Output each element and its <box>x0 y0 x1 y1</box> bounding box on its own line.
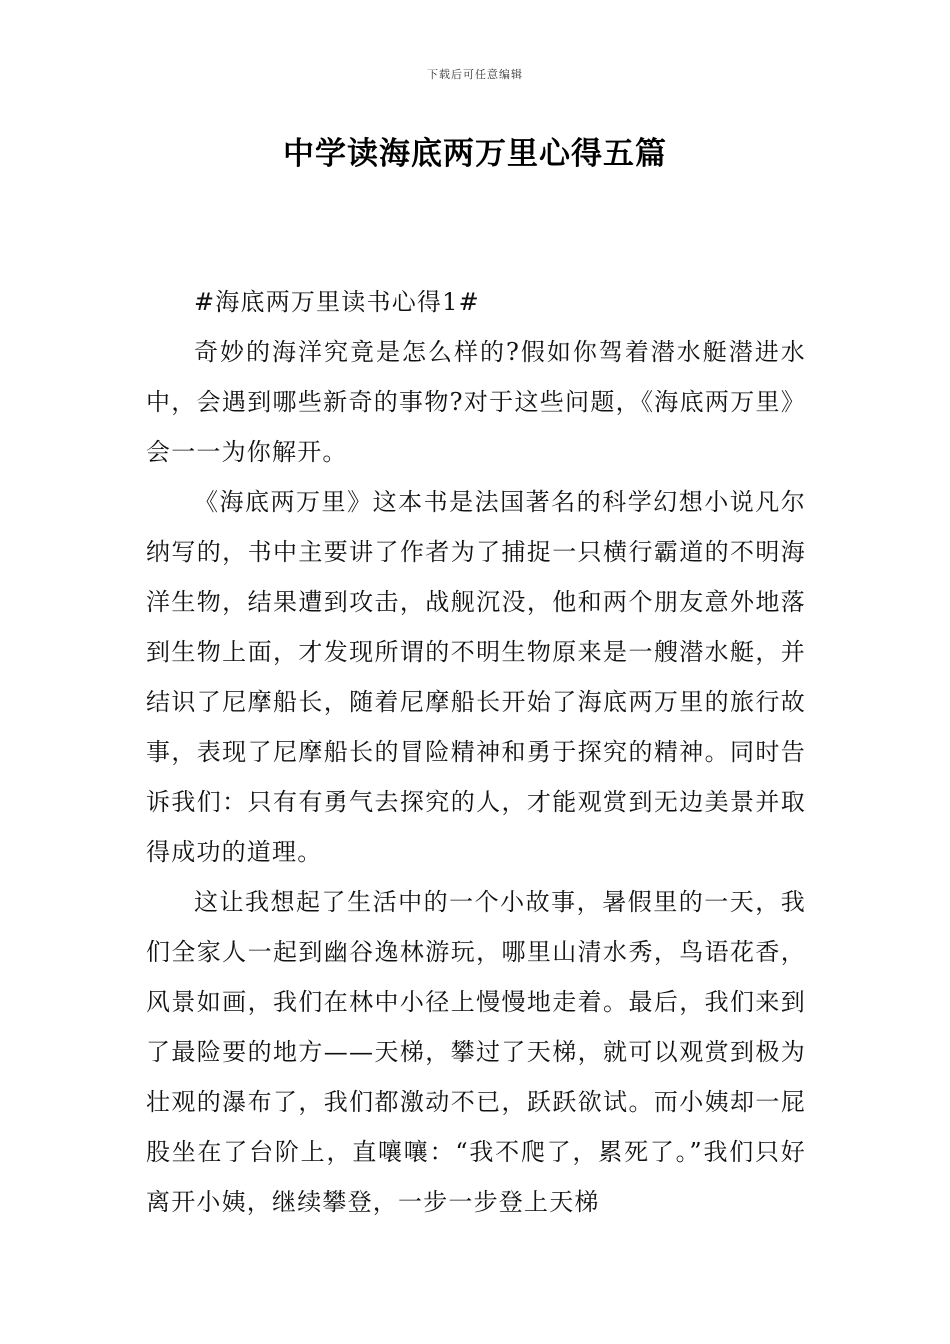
header-note: 下载后可任意编辑 <box>427 68 523 81</box>
paragraph: 奇妙的海洋究竟是怎么样的?假如你驾着潜水艇潜进水中，会遇到哪些新奇的事物?对于这些问题，《海底两万里》会一一为你解开。 <box>146 338 806 466</box>
paragraph: 《海底两万里》这本书是法国著名的科学幻想小说凡尔纳写的，书中主要讲了作者为了捕捉一只横行霸道的不明海洋生物，结果遭到攻击，战舰沉没，他和两个朋友意外地落到生物上面，才发现所谓的不明生物原来是一艘潜水艇，并结识了尼摩船长，随着尼摩船长开始了海底两万里的旅行故事，表现了尼摩船长的冒险精神和勇于探究的精神。同时告诉我们：只有有勇气去探究的人，才能观赏到无边美景并取得成功的道理。 <box>146 488 806 866</box>
paragraph: 这让我想起了生活中的一个小故事，暑假里的一天，我们全家人一起到幽谷逸林游玩，哪里山清水秀，鸟语花香，风景如画，我们在林中小径上慢慢地走着。最后，我们来到了最险要的地方——天梯，攀过了天梯，就可以观赏到极为壮观的瀑布了，我们都激动不已，跃跃欲试。而小姨却一屁股坐在了台阶上，直嚷嚷：“我不爬了，累死了。”我们只好离开小姨，继续攀登，一步一步登上天梯 <box>146 888 806 1216</box>
document-body <box>146 277 806 1227</box>
section-heading: #海底两万里读书心得1# <box>194 288 480 316</box>
document-title: 中学读海底两万里心得五篇 <box>283 136 667 172</box>
